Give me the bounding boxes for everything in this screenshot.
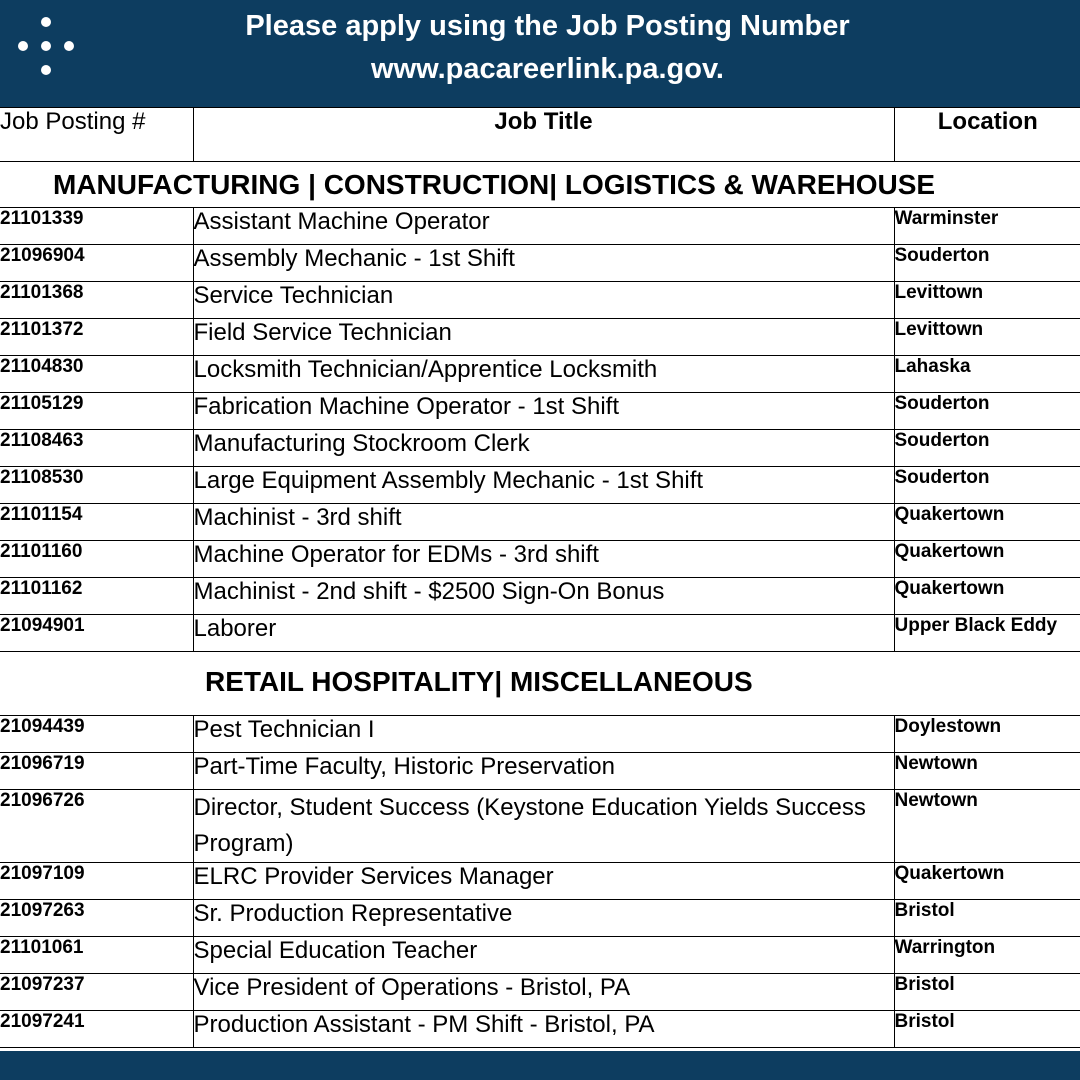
table-row <box>0 208 1080 245</box>
table-row <box>0 356 1080 393</box>
table-row <box>0 937 1080 974</box>
job-title: ELRC Provider Services Manager <box>193 863 894 900</box>
job-location: Newtown <box>894 790 1080 863</box>
job-title: Part-Time Faculty, Historic Preservation <box>193 753 894 790</box>
job-location: Bristol <box>894 900 1080 937</box>
job-posting-number: 21101372 <box>0 319 193 356</box>
job-posting-number: 21104830 <box>0 356 193 393</box>
header-website: www.pacareerlink.pa.gov. <box>371 53 724 85</box>
job-title: Assembly Mechanic - 1st Shift <box>193 245 894 282</box>
table-row <box>0 753 1080 790</box>
job-title: Machinist - 3rd shift <box>193 504 894 541</box>
table-row <box>0 615 1080 652</box>
column-header-location: Location <box>894 108 1080 162</box>
section-title: RETAIL HOSPITALITY| MISCELLANEOUS <box>0 652 1080 716</box>
job-title: Service Technician <box>193 282 894 319</box>
job-location: Souderton <box>894 393 1080 430</box>
job-title: Machinist - 2nd shift - $2500 Sign-On Bonus <box>193 578 894 615</box>
job-title: Fabrication Machine Operator - 1st Shift <box>193 393 894 430</box>
job-location: Warrington <box>894 937 1080 974</box>
header-banner <box>0 0 1080 107</box>
job-title: Machine Operator for EDMs - 3rd shift <box>193 541 894 578</box>
job-location: Souderton <box>894 245 1080 282</box>
job-location: Quakertown <box>894 863 1080 900</box>
job-posting-number: 21101154 <box>0 504 193 541</box>
job-title: Assistant Machine Operator <box>193 208 894 245</box>
table-row <box>0 578 1080 615</box>
job-posting-number: 21108463 <box>0 430 193 467</box>
job-location: Levittown <box>894 282 1080 319</box>
column-header-job-title: Job Title <box>193 108 894 162</box>
table-row <box>0 282 1080 319</box>
table-row <box>0 393 1080 430</box>
job-posting-number: 21096726 <box>0 790 193 863</box>
job-location: Doylestown <box>894 716 1080 753</box>
section-title: MANUFACTURING | CONSTRUCTION| LOGISTICS & WAREHOUSE <box>0 162 1080 208</box>
footer-bar <box>0 1051 1080 1080</box>
table-row <box>0 863 1080 900</box>
job-posting-number: 21101162 <box>0 578 193 615</box>
job-location: Bristol <box>894 974 1080 1011</box>
job-title: Sr. Production Representative <box>193 900 894 937</box>
job-posting-number: 21097109 <box>0 863 193 900</box>
job-title: Vice President of Operations - Bristol, PA <box>193 974 894 1011</box>
job-title: Large Equipment Assembly Mechanic - 1st Shift <box>193 467 894 504</box>
table-row <box>0 790 1080 863</box>
job-posting-number: 21108530 <box>0 467 193 504</box>
table-row <box>0 1011 1080 1048</box>
job-location: Lahaska <box>894 356 1080 393</box>
table-row <box>0 319 1080 356</box>
table-header-row <box>0 108 1080 162</box>
job-location: Quakertown <box>894 578 1080 615</box>
job-posting-number: 21101160 <box>0 541 193 578</box>
job-location: Levittown <box>894 319 1080 356</box>
job-title: Laborer <box>193 615 894 652</box>
job-posting-number: 21094901 <box>0 615 193 652</box>
job-posting-number: 21101061 <box>0 937 193 974</box>
job-posting-number: 21101368 <box>0 282 193 319</box>
job-title: Production Assistant - PM Shift - Bristol, PA <box>193 1011 894 1048</box>
table-row <box>0 900 1080 937</box>
job-location: Souderton <box>894 430 1080 467</box>
job-posting-number: 21097241 <box>0 1011 193 1048</box>
job-posting-number: 21096904 <box>0 245 193 282</box>
job-location: Upper Black Eddy <box>894 615 1080 652</box>
job-location: Quakertown <box>894 541 1080 578</box>
job-posting-number: 21097263 <box>0 900 193 937</box>
job-posting-number: 21094439 <box>0 716 193 753</box>
job-listings-body <box>0 162 1080 1048</box>
job-location: Souderton <box>894 467 1080 504</box>
section-header-row <box>0 162 1080 208</box>
job-location: Quakertown <box>894 504 1080 541</box>
job-posting-number: 21105129 <box>0 393 193 430</box>
job-title: Field Service Technician <box>193 319 894 356</box>
job-title: Manufacturing Stockroom Clerk <box>193 430 894 467</box>
job-posting-number: 21096719 <box>0 753 193 790</box>
table-row <box>0 245 1080 282</box>
table-row <box>0 716 1080 753</box>
table-row <box>0 504 1080 541</box>
section-header-row <box>0 652 1080 716</box>
job-location: Warminster <box>894 208 1080 245</box>
job-title: Special Education Teacher <box>193 937 894 974</box>
job-title: Director, Student Success (Keystone Education Yields Success Program) <box>193 790 894 863</box>
job-title: Locksmith Technician/Apprentice Locksmith <box>193 356 894 393</box>
column-header-job-posting: Job Posting # <box>0 108 193 162</box>
table-row <box>0 974 1080 1011</box>
header-instruction: Please apply using the Job Posting Number <box>245 10 850 42</box>
job-location: Bristol <box>894 1011 1080 1048</box>
table-row <box>0 467 1080 504</box>
job-location: Newtown <box>894 753 1080 790</box>
table-row <box>0 430 1080 467</box>
job-posting-number: 21097237 <box>0 974 193 1011</box>
job-listings-table <box>0 107 1080 1048</box>
table-row <box>0 541 1080 578</box>
job-posting-number: 21101339 <box>0 208 193 245</box>
job-title: Pest Technician I <box>193 716 894 753</box>
